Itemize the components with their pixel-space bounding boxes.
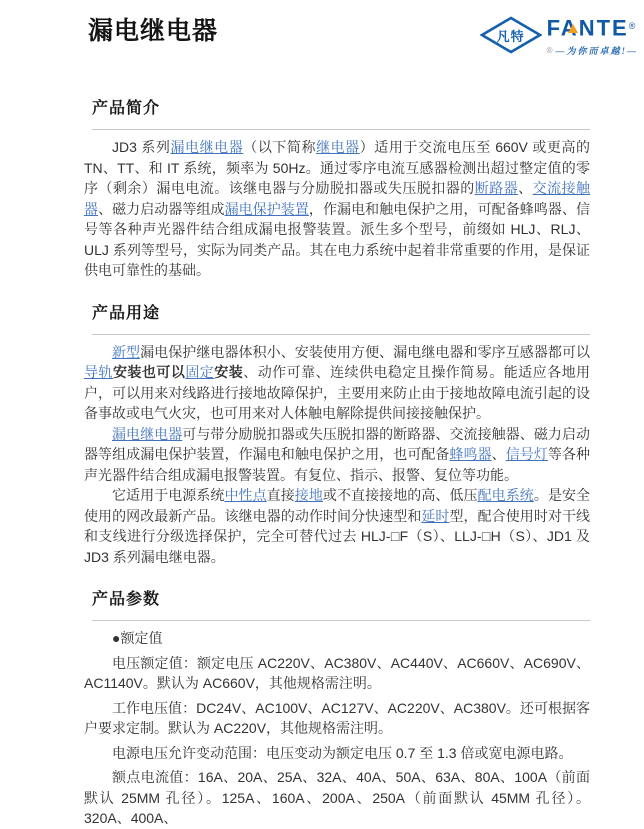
inline-link[interactable]: 新型 xyxy=(112,343,141,360)
paragraph xyxy=(84,743,590,764)
page-header xyxy=(0,0,644,60)
inline-link[interactable]: 蜂鸣器 xyxy=(449,446,492,462)
text-run: 电压额定值：额定电压 AC220V、AC380V、AC440V、AC660V、AC690V、AC1140V。默认为 AC660V，其他规格需注明。 xyxy=(84,654,590,691)
text-run: 它适用于电源系统 xyxy=(112,487,225,503)
section-heading: 产品用途 xyxy=(92,304,161,322)
paragraph xyxy=(84,653,590,694)
text-run: 或不直接接地的高、低压 xyxy=(322,487,478,503)
text-run: 可与带分励脱扣器或失压脱扣器的断路器、交流接触器、磁力启动器等组成漏电保护装置，作漏电和触电保护之用，也可配备 xyxy=(84,425,591,462)
text-run: ●额定值 xyxy=(112,630,163,646)
inline-link[interactable]: 信号灯 xyxy=(505,446,548,462)
inline-link[interactable]: 中性点 xyxy=(224,487,267,503)
text-run: 、 xyxy=(518,180,533,196)
paragraph xyxy=(84,137,590,281)
document-body xyxy=(0,98,644,829)
section-intro xyxy=(84,98,590,281)
text-run: 、 xyxy=(491,446,506,462)
inline-link[interactable]: 漏电继电器 xyxy=(170,139,244,155)
section-heading: 产品参数 xyxy=(92,591,161,608)
inline-link[interactable]: 继电器 xyxy=(316,139,360,155)
section-usage xyxy=(84,303,590,568)
inline-link[interactable]: 接地 xyxy=(294,487,323,503)
brand-diamond-mark xyxy=(480,16,542,56)
text-run: JD3 系列 xyxy=(112,139,171,155)
inline-link[interactable]: 延时 xyxy=(421,507,450,524)
inline-link[interactable]: 漏电保护装置 xyxy=(224,200,309,217)
registered-mark-icon: ® xyxy=(546,46,553,56)
paragraph xyxy=(84,342,590,424)
bullet-item xyxy=(84,628,590,649)
brand-mark-text: 凡特 xyxy=(496,28,525,44)
text-run: ）适用于交流电压至 660V 或更高的 TN、TT、和 IT 系统，频率为 50Hz。通过零序电流互感器检测出超过整定值的零序（剩余）漏电电流。该继电器与分励脱扣器或失压脱扣器的 xyxy=(84,139,591,196)
text-run: 工作电压值：DC24V、AC100V、AC127V、AC220V、AC380V。还可根据客户要求定制。默认为 AC220V，其他规格需注明。 xyxy=(84,699,590,736)
bold-text: 安装 xyxy=(214,364,244,380)
bold-text: 安装也可以 xyxy=(112,364,186,380)
text-run: 直接 xyxy=(266,487,295,503)
inline-link[interactable]: 固定 xyxy=(185,364,215,380)
paragraph xyxy=(84,485,590,567)
text-run: 额点电流值：16A、20A、25A、32A、40A、50A、63A、80A、100A（前面默认 25MM 孔径）。125A、160A、200A、250A（前面默认 45MM 孔径）。320A、400A、 xyxy=(84,769,590,826)
text-run: 型，配合使用时对干线和支线进行分级选择保护，完全可替代过去 HLJ-□F（S）、LLJ-□H（S）、JD1 及 JD3 系列漏电继电器。 xyxy=(84,507,591,565)
brand-wordmark-row xyxy=(547,14,638,43)
brand-slogan: —为你而卓越!— xyxy=(555,46,638,57)
paragraph xyxy=(84,767,590,829)
fante-a-accent-icon xyxy=(568,24,578,33)
text-run: 、动作可靠、连续供电稳定且操作简易。能适应各地用户，可以用来对线路进行接地故障保护，主要用来防止由于接地故障电流引起的设备事故或电气火灾，也可用来对人体触电解除提供间接接触保护。 xyxy=(84,364,591,421)
text-run: 漏电保护继电器体积小、安装使用方便、漏电继电器和零序互感器都可以 xyxy=(140,343,591,360)
text-run: ，作漏电和触电保护之用，可配备蜂鸣器、信号等各种声光器件结合组成漏电报警装置。派生多个型号，前缀如 HLJ、RLJ、ULJ 系列等型号，实际为同类产品。其在电力系统中起着非常重要的作用，是保证供电可靠性的基础。 xyxy=(84,200,591,278)
paragraph xyxy=(84,424,590,486)
inline-link[interactable]: 交流接触器 xyxy=(84,180,591,217)
inline-link[interactable]: 漏电继电器 xyxy=(112,425,183,442)
inline-link[interactable]: 配电系统 xyxy=(477,487,534,503)
page-title: 漏电继电器 xyxy=(88,17,219,45)
text-run: 、磁力启动器等组成 xyxy=(98,200,225,217)
brand-logo xyxy=(480,14,638,57)
brand-slogan-row xyxy=(547,44,638,57)
registered-trademark-icon: ® xyxy=(628,21,636,31)
text-run: （以下简称 xyxy=(243,139,317,155)
paragraph xyxy=(84,698,590,739)
text-run: 等各种声光器件结合组成漏电报警装置。有复位、指示、报警、复位等功能。 xyxy=(84,446,591,483)
section-params xyxy=(84,589,590,829)
section-divider xyxy=(92,334,590,335)
brand-wordmark-block xyxy=(547,14,638,57)
text-run: 。是安全使用的网改最新产品。该继电器的动作时间分快速型和 xyxy=(84,487,591,524)
brand-wordmark: FANTE xyxy=(546,15,629,41)
section-heading: 产品简介 xyxy=(92,100,161,117)
text-run: 电源电压允许变动范围：电压变动为额定电压 0.7 至 1.3 倍或宽电源电路。 xyxy=(112,744,573,761)
inline-link[interactable]: 导轨 xyxy=(84,364,113,380)
inline-link[interactable]: 断路器 xyxy=(474,180,519,196)
section-divider xyxy=(92,129,590,130)
section-divider xyxy=(92,620,590,621)
